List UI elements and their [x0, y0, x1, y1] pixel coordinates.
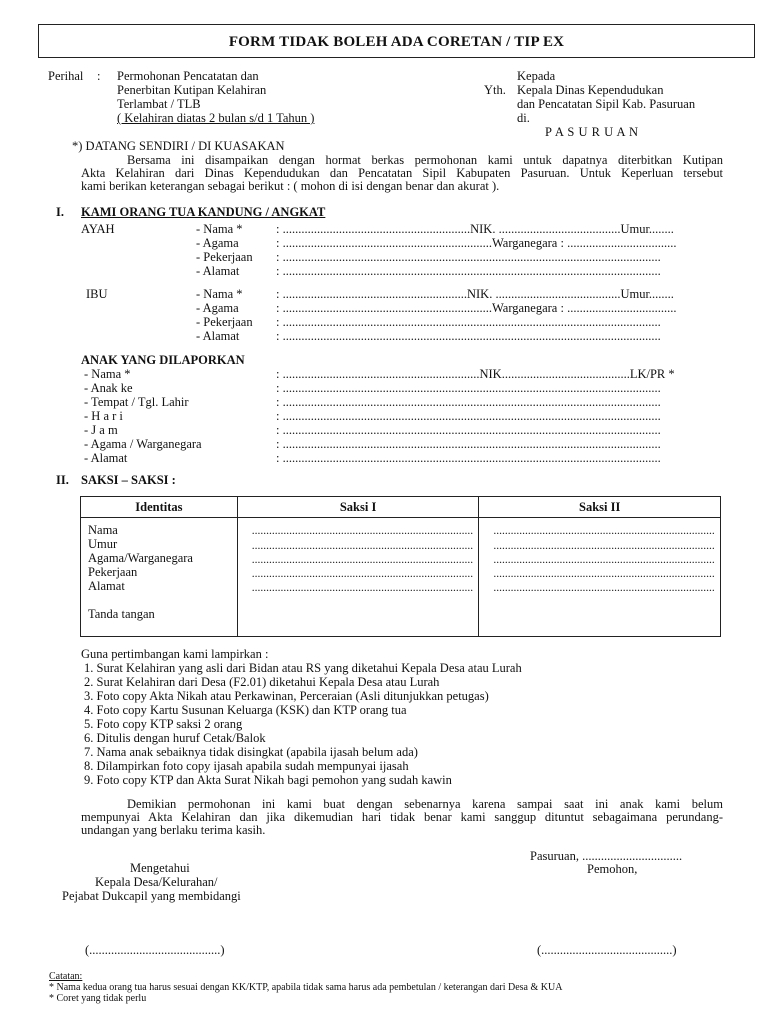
section-1-num: I.	[56, 205, 64, 219]
anak-field-tempat-lahir: - Tempat / Tgl. Lahir	[84, 395, 189, 409]
saksi-1-line[interactable]: .............................................................................	[251, 540, 474, 552]
anak-line-agama[interactable]: : .........................................................................................................................	[276, 437, 661, 451]
perihal-line-1: Permohonan Pencatatan dan	[117, 69, 259, 83]
identitas-cell	[81, 518, 238, 637]
section-1-title: KAMI ORANG TUA KANDUNG / ANGKAT	[81, 205, 326, 219]
ibu-line-agama[interactable]: : ...................................................................Warganegara : ...................................	[276, 301, 677, 315]
ibu-line-nama[interactable]: : ...........................................................NIK. ........................................Umur........	[276, 287, 674, 301]
closing-line-3: undangan yang berlaku terima kasih.	[81, 823, 266, 837]
header-box	[38, 24, 755, 58]
attachment-item: 6. Ditulis dengan huruf Cetak/Balok	[84, 731, 266, 745]
perihal-line-2: Penerbitan Kutipan Kelahiran	[117, 83, 267, 97]
perihal-line-4: ( Kelahiran diatas 2 bulan s/d 1 Tahun )	[117, 111, 315, 125]
section-2-title: SAKSI – SAKSI :	[81, 473, 176, 487]
addressee-di: di.	[517, 111, 530, 125]
saksi-2-line[interactable]: .............................................................................	[493, 540, 715, 552]
saksi-1-line[interactable]: .............................................................................	[251, 525, 474, 537]
ayah-field-pekerjaan: - Pekerjaan	[196, 250, 253, 264]
ayah-line-pekerjaan[interactable]: : .........................................................................................................................	[276, 250, 661, 264]
saksi-2-line[interactable]: .............................................................................	[493, 525, 715, 537]
section-2-num: II.	[56, 473, 69, 487]
anak-field-anak-ke: - Anak ke	[84, 381, 133, 395]
ayah-label: AYAH	[81, 222, 115, 236]
signature-mengetahui: Mengetahui	[130, 861, 190, 875]
ibu-line-pekerjaan[interactable]: : .........................................................................................................................	[276, 315, 661, 329]
identitas-nama: Nama	[88, 523, 118, 537]
anak-line-hari[interactable]: : .........................................................................................................................	[276, 409, 661, 423]
notes-line-1: * Nama kedua orang tua harus sesuai dengan KK/KTP, apabila tidak sama harus ada pembetulan / keterangan dari Desa & KUA	[49, 982, 563, 993]
notes-line-2: * Coret yang tidak perlu	[49, 993, 147, 1004]
addressee-yth: Yth.	[484, 83, 506, 97]
signature-kepala: Kepala Desa/Kelurahan/	[95, 875, 218, 889]
identitas-alamat: Alamat	[88, 579, 125, 593]
attachment-item: 9. Foto copy KTP dan Akta Surat Nikah bagi pemohon yang sudah kawin	[84, 773, 452, 787]
addressee-line-1: Kepala Dinas Kependudukan	[517, 83, 664, 97]
header-saksi-2: Saksi II	[479, 497, 721, 518]
ayah-line-alamat[interactable]: : .........................................................................................................................	[276, 264, 661, 278]
addressee-kepada: Kepada	[517, 69, 556, 83]
anak-field-alamat: - Alamat	[84, 451, 128, 465]
anak-line-nama[interactable]: : ...............................................................NIK.........................................LK/PR *	[276, 367, 675, 381]
ayah-field-alamat: - Alamat	[196, 264, 240, 278]
anak-line-anak-ke[interactable]: : .........................................................................................................................	[276, 381, 661, 395]
attachment-item: 4. Foto copy Kartu Susunan Keluarga (KSK) dan KTP orang tua	[84, 703, 407, 717]
saksi-table	[80, 496, 721, 637]
signature-place-date[interactable]: Pasuruan, ................................	[530, 849, 683, 863]
anak-field-jam: - J a m	[84, 423, 118, 437]
attachment-item: 1. Surat Kelahiran yang asli dari Bidan atau RS yang diketahui Kepala Desa atau Lurah	[84, 661, 522, 675]
ayah-line-nama[interactable]: : ............................................................NIK. .......................................Umur........	[276, 222, 674, 236]
attachments-intro: Guna pertimbangan kami lampirkan :	[81, 647, 269, 661]
saksi-1-line[interactable]: .............................................................................	[251, 568, 474, 580]
saksi-1-line[interactable]: .............................................................................	[251, 582, 474, 594]
anak-field-hari: - H a r i	[84, 409, 123, 423]
intro-line-1: Bersama ini disampaikan dengan hormat berkas permohonan kami untuk dapatnya diterbitkan Kutipan	[127, 153, 723, 167]
identitas-tanda-tangan: Tanda tangan	[88, 607, 155, 621]
anak-line-jam[interactable]: : .........................................................................................................................	[276, 423, 661, 437]
ibu-field-alamat: - Alamat	[196, 329, 240, 343]
ibu-field-agama: - Agama	[196, 301, 239, 315]
saksi-2-line[interactable]: .............................................................................	[493, 582, 715, 594]
datang-sendiri: *) DATANG SENDIRI / DI KUASAKAN	[72, 139, 285, 153]
ayah-field-agama: - Agama	[196, 236, 239, 250]
notes-title: Catatan:	[49, 971, 83, 982]
anak-title: ANAK YANG DILAPORKAN	[81, 353, 245, 367]
identitas-umur: Umur	[88, 537, 118, 551]
signature-left-line[interactable]: (..........................................)	[85, 943, 225, 957]
attachment-item: 2. Surat Kelahiran dari Desa (F2.01) diketahui Kepala Desa atau Lurah	[84, 675, 440, 689]
anak-field-agama: - Agama / Warganegara	[84, 437, 202, 451]
ayah-line-agama[interactable]: : ...................................................................Warganegara : ...................................	[276, 236, 677, 250]
signature-pejabat: Pejabat Dukcapil yang membidangi	[62, 889, 241, 903]
addressee-city: P A S U R U A N	[545, 125, 639, 139]
addressee-line-2: dan Pencatatan Sipil Kab. Pasuruan	[517, 97, 696, 111]
perihal-colon: :	[97, 69, 101, 83]
header-identitas: Identitas	[81, 497, 238, 518]
perihal-label: Perihal	[48, 69, 84, 83]
anak-line-tempat-lahir[interactable]: : .........................................................................................................................	[276, 395, 661, 409]
signature-pemohon: Pemohon,	[587, 862, 638, 876]
perihal-line-3: Terlambat / TLB	[117, 97, 201, 111]
identitas-agama: Agama/Warganegara	[88, 551, 193, 565]
saksi-1-cell	[237, 518, 479, 637]
ibu-field-nama: - Nama *	[196, 287, 243, 301]
attachment-item: 5. Foto copy KTP saksi 2 orang	[84, 717, 243, 731]
saksi-2-line[interactable]: .............................................................................	[493, 568, 715, 580]
saksi-2-cell	[479, 518, 721, 637]
anak-field-nama: - Nama *	[84, 367, 131, 381]
identitas-pekerjaan: Pekerjaan	[88, 565, 138, 579]
header-saksi-1: Saksi I	[237, 497, 479, 518]
closing-line-2: mempunyai Akta Kelahiran dan jika dikemudian hari tidak benar kami sanggup dituntut sebagaimana perundang-	[81, 810, 723, 824]
ibu-field-pekerjaan: - Pekerjaan	[196, 315, 253, 329]
saksi-1-line[interactable]: .............................................................................	[251, 554, 474, 566]
form-title: FORM TIDAK BOLEH ADA CORETAN / TIP EX	[228, 34, 565, 50]
attachment-item: 8. Dilampirkan foto copy ijasah apabila sudah mempunyai ijasah	[84, 759, 409, 773]
saksi-2-line[interactable]: .............................................................................	[493, 554, 715, 566]
closing-line-1: Demikian permohonan ini kami buat dengan sebenarnya karena sampai saat ini anak kami belum	[127, 797, 723, 811]
intro-line-2: Akta Kelahiran dari Dinas Kependudukan dan Pencatatan Sipil Kabupaten Pasuruan. Untuk Keperluan tersebut	[81, 166, 723, 180]
anak-line-alamat[interactable]: : .........................................................................................................................	[276, 451, 661, 465]
attachment-item: 3. Foto copy Akta Nikah atau Perkawinan, Perceraian (Asli ditunjukkan petugas)	[84, 689, 489, 703]
ayah-field-nama: - Nama *	[196, 222, 243, 236]
ibu-label: IBU	[86, 287, 108, 301]
intro-line-3: kami berikan keterangan sebagai berikut : ( mohon di isi dengan benar dan akurat ).	[81, 179, 500, 193]
ibu-line-alamat[interactable]: : .........................................................................................................................	[276, 329, 661, 343]
attachment-item: 7. Nama anak sebaiknya tidak disingkat (apabila ijasah belum ada)	[84, 745, 418, 759]
signature-right-line[interactable]: (..........................................)	[537, 943, 677, 957]
